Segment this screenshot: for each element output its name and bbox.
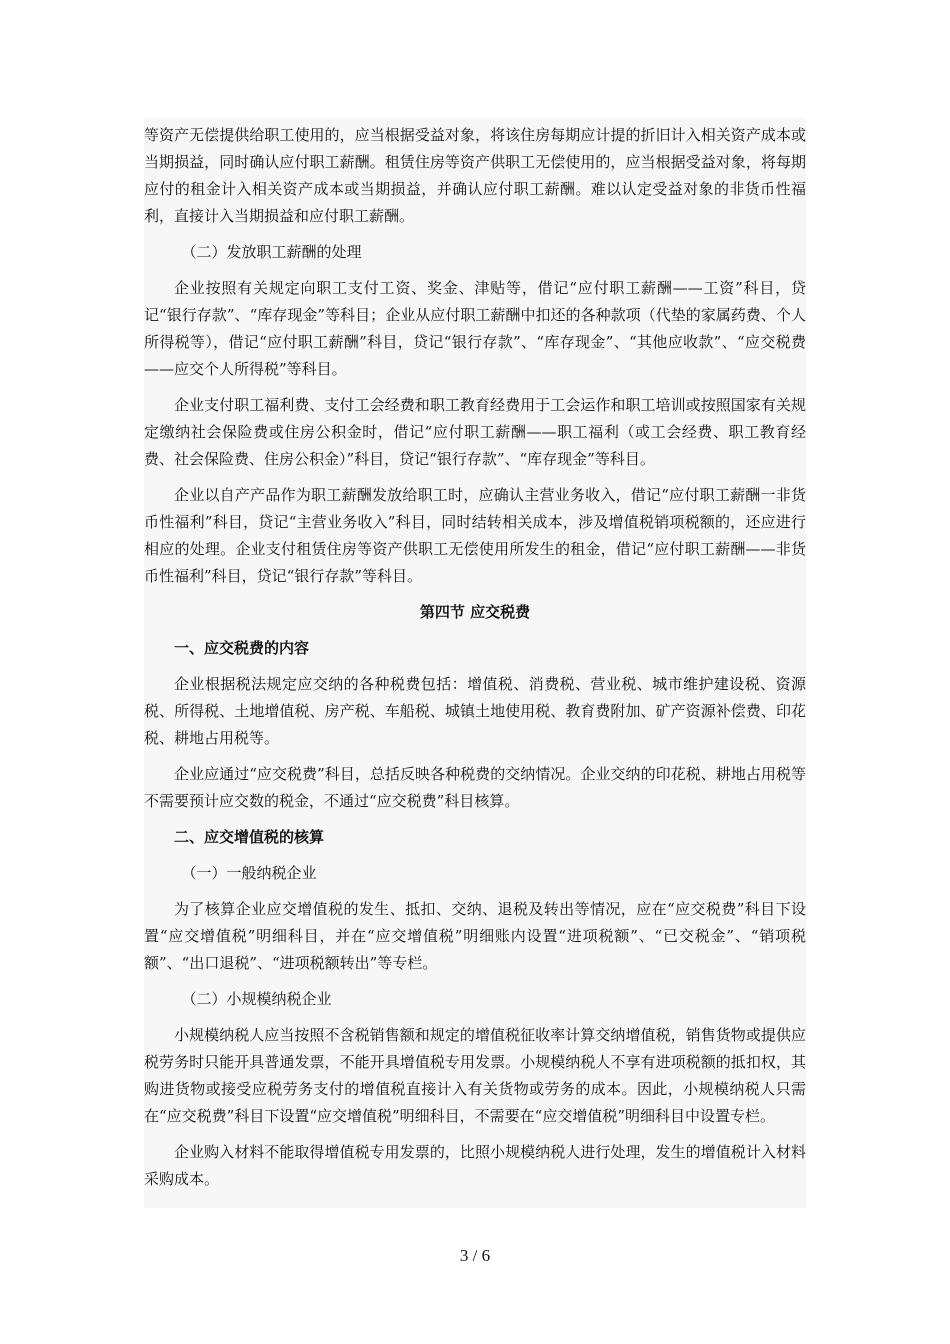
paragraph: 企业按照有关规定向职工支付工资、奖金、津贴等，借记“应付职工薪酬——工资”科目，贷记“银行存款”、“库存现金”等科目；企业从应付职工薪酬中扣还的各种款项（代垫的家属药费、个人所得税等），借记“应付职工薪酬”科目，贷记“银行存款”、“库存现金”、“其他应收款”、“应交税费——应交个人所得税”等科目。	[144, 279, 806, 378]
paragraph: 企业根据税法规定应交纳的各种税费包括：增值税、消费税、营业税、城市维护建设税、资源税、所得税、土地增值税、房产税、车船税、城镇土地使用税、教育费附加、矿产资源补偿费、印花税、耕地占用税等。	[144, 675, 806, 747]
section-title: 第四节 应交税费	[419, 603, 531, 621]
paragraph: 企业应通过“应交税费”科目，总括反映各种税费的交纳情况。企业交纳的印花税、耕地占用税等不需要预计应交数的税金，不通过“应交税费”科目核算。	[144, 765, 806, 810]
paragraph: 小规模纳税人应当按照不含税销售额和规定的增值税征收率计算交纳增值税，销售货物或提供应税劳务时只能开具普通发票，不能开具增值税专用发票。小规模纳税人不享有进项税额的抵扣权，其购进货物或接受应税劳务支付的增值税直接计入有关货物或劳务的成本。因此，小规模纳税人只需在“应交税费”科目下设置“应交增值税”明细科目，不需要在“应交增值税”明细科目中设置专栏。	[144, 1026, 806, 1125]
heading: 一、应交税费的内容	[174, 639, 310, 657]
subheading: （一）一般纳税企业	[181, 864, 317, 882]
paragraph: 企业购入材料不能取得增值税专用发票的，比照小规模纳税人进行处理，发生的增值税计入材料采购成本。	[144, 1143, 806, 1188]
paragraph: 等资产无偿提供给职工使用的，应当根据受益对象，将该住房每期应计提的折旧计入相关资产成本或当期损益，同时确认应付职工薪酬。租赁住房等资产供职工无偿使用的，应当根据受益对象，将每期应付的租金计入相关资产成本或当期损益，并确认应付职工薪酬。难以认定受益对象的非货币性福利，直接计入当期损益和应付职工薪酬。	[144, 126, 806, 225]
subheading: （二）发放职工薪酬的处理	[181, 243, 362, 261]
heading: 二、应交增值税的核算	[174, 828, 325, 846]
paragraph: 企业以自产产品作为职工薪酬发放给职工时，应确认主营业务收入，借记“应付职工薪酬一非货币性福利”科目，贷记“主营业务收入”科目，同时结转相关成本，涉及增值税销项税额的，还应进行相应的处理。企业支付租赁住房等资产供职工无偿使用所发生的租金，借记“应付职工薪酬——非货币性福利”科目，贷记“银行存款”等科目。	[144, 486, 806, 585]
subheading: （二）小规模纳税企业	[181, 990, 332, 1008]
page-number: 3 / 6	[459, 1246, 491, 1265]
document-body	[144, 118, 806, 1208]
paragraph: 为了核算企业应交增值税的发生、抵扣、交纳、退税及转出等情况，应在“应交税费”科目下设置“应交增值税”明细科目，并在“应交增值税”明细账内设置“进项税额”、“已交税金”、“销项税额”、“出口退税”、“进项税额转出”等专栏。	[144, 900, 806, 972]
paragraph: 企业支付职工福利费、支付工会经费和职工教育经费用于工会运作和职工培训或按照国家有关规定缴纳社会保险费或住房公积金时，借记“应付职工薪酬——职工福利（或工会经费、职工教育经费、社会保险费、住房公积金）”科目，贷记“银行存款”、“库存现金”等科目。	[144, 396, 806, 468]
